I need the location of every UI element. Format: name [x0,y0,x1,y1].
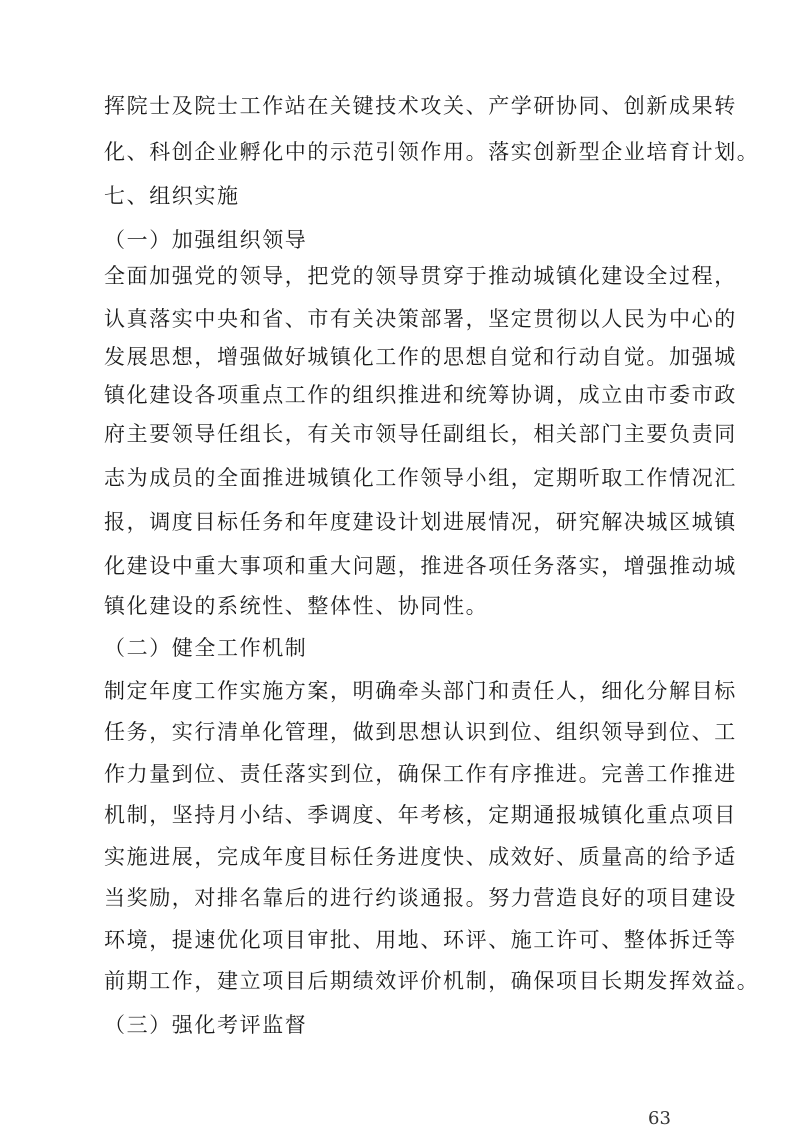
text-line: 发展思想，增强做好城镇化工作的思想自觉和行动自觉。加强城 [104,345,737,369]
text-line: 化、科创企业孵化中的示范引领作用。落实创新型企业培育计划。 [104,140,760,164]
text-line: 镇化建设的系统性、整体性、协同性。 [104,594,489,618]
text-line: 化建设中重大事项和重大问题，推进各项任务落实，增强推动城 [104,554,737,578]
page-number: 63 [648,1108,671,1129]
text-line: 任务，实行清单化管理，做到思想认识到位、组织领导到位、工 [104,720,737,744]
subsection-heading: （三）强化考评监督 [104,1013,308,1037]
text-line: 实施进展，完成年度目标任务进度快、成效好、质量高的给予适 [104,845,737,869]
text-line: 机制，坚持月小结、季调度、年考核，定期通报城镇化重点项目 [104,803,737,827]
text-line: 当奖励，对排名靠后的进行约谈通报。努力营造良好的项目建设 [104,886,737,910]
text-line: 府主要领导任组长，有关市领导任副组长，相关部门主要负责同 [104,422,737,446]
text-line: 挥院士及院士工作站在关键技术攻关、产学研协同、创新成果转 [104,94,737,118]
text-line: 环境，提速优化项目审批、用地、环评、施工许可、整体拆迁等 [104,928,737,952]
text-line: 志为成员的全面推进城镇化工作领导小组，定期听取工作情况汇 [104,466,737,490]
text-line: 前期工作，建立项目后期绩效评价机制，确保项目长期发挥效益。 [104,969,760,993]
subsection-heading: （二）健全工作机制 [104,636,308,660]
text-line: 认真落实中央和省、市有关决策部署，坚定贯彻以人民为中心的 [104,307,737,331]
subsection-heading: （一）加强组织领导 [104,228,308,252]
section-heading: 七、组织实施 [104,184,240,208]
text-line: 作力量到位、责任落实到位，确保工作有序推进。完善工作推进 [104,762,737,786]
text-line: 制定年度工作实施方案，明确牵头部门和责任人，细化分解目标 [104,679,737,703]
text-line: 全面加强党的领导，把党的领导贯穿于推动城镇化建设全过程， [104,264,737,288]
text-line: 报，调度目标任务和年度建设计划进展情况，研究解决城区城镇 [104,510,737,534]
text-line: 镇化建设各项重点工作的组织推进和统筹协调，成立由市委市政 [104,383,737,407]
